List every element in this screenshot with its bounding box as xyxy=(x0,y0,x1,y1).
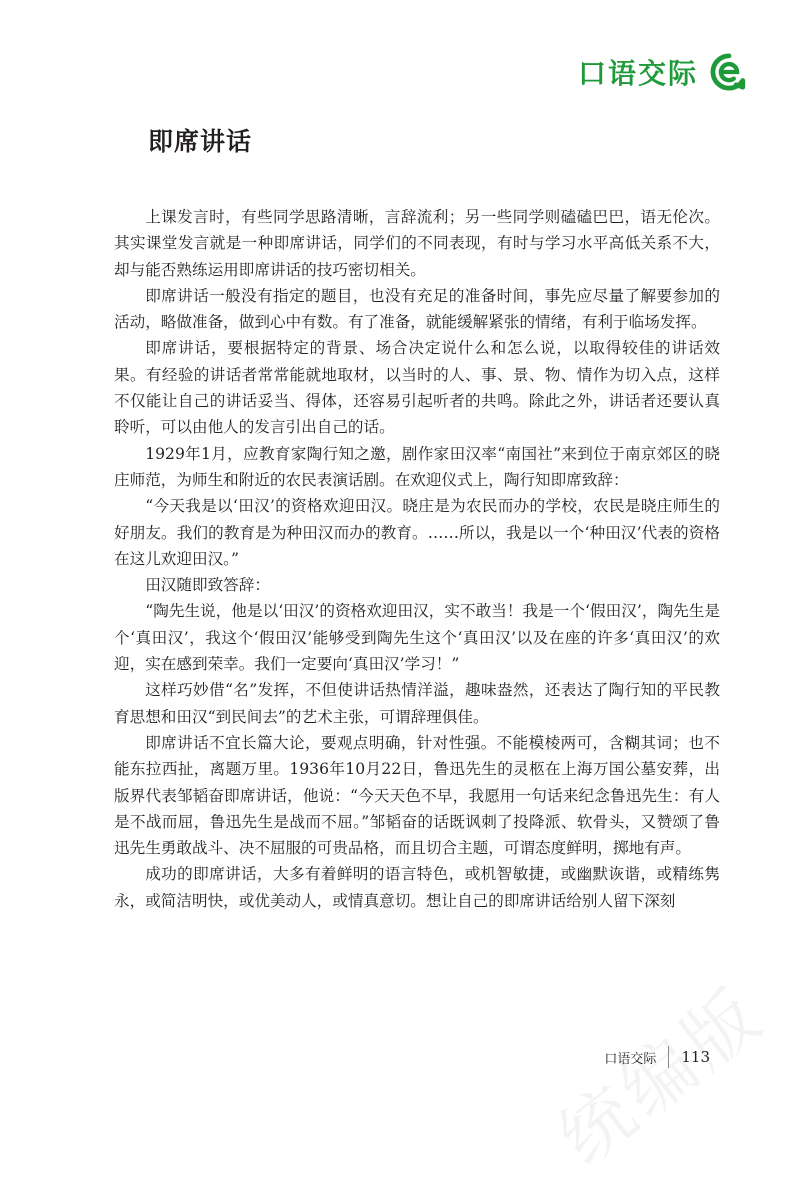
footer-section-label: 口语交际 xyxy=(604,1051,657,1067)
lesson-title: 即席讲话 xyxy=(148,127,253,156)
section-title: 口语交际 xyxy=(577,57,698,90)
page-number: 113 xyxy=(681,1048,710,1066)
paragraph: 上课发言时，有些同学思路清晰，言辞流利；另一些同学则磕磕巴巴，语无伦次。其实课堂发言就是一种即席讲话，同学们的不同表现，有时与学习水平高低关系不大，却与能否熟练运用即席讲话的技巧密切相关。 xyxy=(114,208,720,279)
quote-paragraph: “陶先生说，他是以‘田汉’的资格欢迎田汉，实不敢当！我是一个‘假田汉’，陶先生是个‘真田汉’，我这个‘假田汉’能够受到陶先生这个‘真田汉’以及在座的许多‘真田汉’的欢迎，实在感到荣幸。我们一定要向‘真田汉’学习！” xyxy=(114,602,720,674)
watermark xyxy=(534,958,782,1184)
body-text xyxy=(114,204,720,914)
quote-paragraph: “今天我是以‘田汉’的资格欢迎田汉。晓庄是为农民而办的学校，农民是晓庄师生的好朋友。我们的教育是为种田汉而办的教育。……所以，我是以一个‘种田汉’代表的资格在这儿欢迎田汉。” xyxy=(114,497,720,568)
page-footer xyxy=(604,1046,710,1068)
paragraph: 1929年1月，应教育家陶行知之邀，剧作家田汉率“南国社”来到位于南京郊区的晓庄师范，为师生和附近的农民表演话剧。在欢迎仪式上，陶行知即席致辞： xyxy=(114,444,720,489)
section-header xyxy=(578,52,748,92)
speech-bubble-e-icon xyxy=(710,53,748,91)
paragraph: 即席讲话，要根据特定的背景、场合决定说什么和怎么说，以取得较佳的讲话效果。有经验的讲话者常常能就地取材，以当时的人、事、景、物、情作为切入点，这样不仅能让自己的讲话妥当、得体，还容易引起听者的共鸣。除此之外，讲话者还要认真聆听，可以由他人的发言引出自己的话。 xyxy=(114,339,720,437)
paragraph: 田汉随即致答辞： xyxy=(145,576,270,595)
footer-divider xyxy=(668,1046,669,1068)
paragraph: 这样巧妙借“名”发挥，不但使讲话热情洋溢，趣味盎然，还表达了陶行知的平民教育思想和田汉“到民间去”的艺术主张，可谓辞理俱佳。 xyxy=(114,681,720,726)
paragraph: 即席讲话一般没有指定的题目，也没有充足的准备时间，事先应尽量了解要参加的活动，略做准备，做到心中有数。有了准备，就能缓解紧张的情绪，有利于临场发挥。 xyxy=(114,286,720,332)
paragraph: 即席讲话不宜长篇大论，要观点明确，针对性强。不能模棱两可，含糊其词；也不能东拉西扯，离题万里。1936年10月22日，鲁迅先生的灵柩在上海万国公墓安葬，出版界代表邹韬奋即席讲话，他说：“今天天色不早，我愿用一句话来纪念鲁迅先生：有人是不战而屈，鲁迅先生是战而不屈。”邹韬奋的话既讽刺了投降派、软骨头，又赞颂了鲁迅先生勇敢战斗、决不屈服的可贵品格，而且切合主题，可谓态度鲜明，掷地有声。 xyxy=(114,733,720,858)
paragraph: 成功的即席讲话，大多有着鲜明的语言特色，或机智敏捷，或幽默诙谐，或精练隽永，或简洁明快，或优美动人，或情真意切。想让自己的即席讲话给别人留下深刻 xyxy=(114,865,720,910)
